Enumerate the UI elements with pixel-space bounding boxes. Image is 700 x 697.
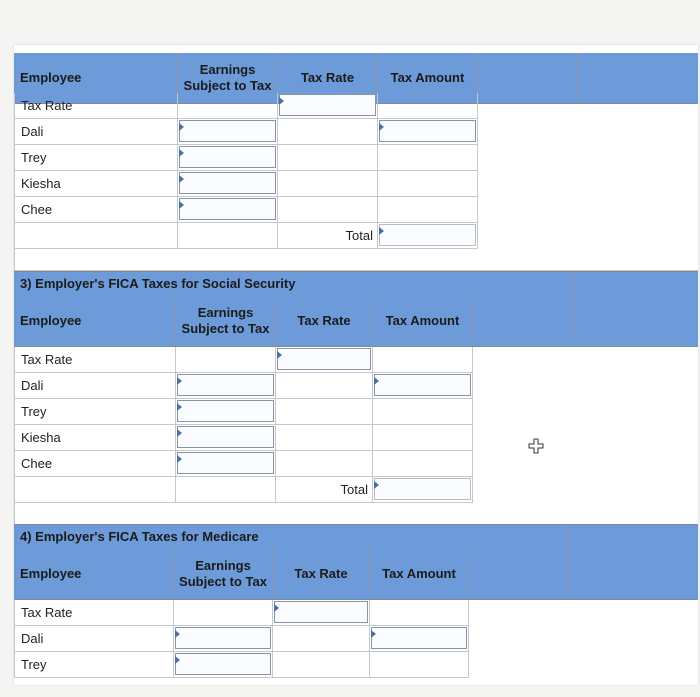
earnings-input[interactable]: [179, 120, 276, 142]
row-label: Dali: [14, 373, 176, 399]
table-row: [14, 600, 698, 626]
earnings-input[interactable]: [179, 198, 276, 220]
total-amount-cell[interactable]: [373, 477, 473, 503]
section-title-bar: [14, 271, 698, 297]
table-row: [14, 399, 698, 425]
total-label: Total: [278, 223, 378, 249]
header-tax-amount: Tax Amount: [373, 296, 473, 346]
tax-amount-cell: [378, 93, 478, 119]
earnings-cell: [174, 600, 273, 626]
total-row: [14, 223, 698, 249]
earnings-cell[interactable]: [174, 652, 273, 678]
header-blank-1: [473, 296, 572, 346]
total-amount-cell[interactable]: [378, 223, 478, 249]
tax-amount-input[interactable]: [374, 374, 471, 396]
tax-amount-cell: [373, 399, 473, 425]
tax-amount-cell: [378, 171, 478, 197]
table-row: [14, 425, 698, 451]
header-tax-rate: Tax Rate: [276, 296, 373, 346]
tax-amount-cell: [378, 197, 478, 223]
table-row: [14, 119, 698, 145]
title-divider: [571, 272, 572, 296]
section-title-bar: [14, 524, 698, 550]
row-label: Kiesha: [14, 171, 178, 197]
earnings-cell[interactable]: [174, 626, 273, 652]
row-label: Trey: [14, 399, 176, 425]
earnings-cell[interactable]: [176, 399, 276, 425]
header-employee: Employee: [14, 549, 174, 599]
table-row: [14, 451, 698, 477]
tax-amount-input[interactable]: [379, 120, 476, 142]
total-row: [14, 477, 698, 503]
earnings-cell[interactable]: [178, 197, 278, 223]
earnings-input[interactable]: [179, 146, 276, 168]
row-label: Trey: [14, 652, 174, 678]
tax-amount-cell[interactable]: [378, 119, 478, 145]
earnings-cell: [176, 347, 276, 373]
header-blank-2: [568, 549, 698, 599]
earnings-cell[interactable]: [178, 119, 278, 145]
header-earnings: Earnings Subject to Tax: [176, 296, 276, 346]
tax-amount-cell[interactable]: [370, 626, 469, 652]
total-blank: [14, 223, 178, 249]
cursor-crosshair-icon: [528, 438, 544, 454]
table-row: [14, 93, 698, 119]
title-divider: [567, 525, 568, 549]
row-label: Chee: [14, 197, 178, 223]
earnings-input[interactable]: [179, 172, 276, 194]
earnings-cell[interactable]: [176, 451, 276, 477]
earnings-cell[interactable]: [176, 425, 276, 451]
section-title: 4) Employer's FICA Taxes for Medicare: [20, 529, 259, 544]
section-title: 3) Employer's FICA Taxes for Social Security: [20, 276, 296, 291]
tax-rate-cell: [278, 119, 378, 145]
total-label: Total: [276, 477, 373, 503]
total-earnings-blank: [178, 223, 278, 249]
tax-rate-cell: [276, 425, 373, 451]
table-header: [14, 549, 698, 600]
earnings-input[interactable]: [177, 374, 274, 396]
header-blank-2: [572, 296, 698, 346]
header-employee: Employee: [14, 53, 178, 103]
earnings-input[interactable]: [177, 426, 274, 448]
total-blank: [14, 477, 176, 503]
table-row: [14, 652, 698, 678]
tax-amount-cell: [373, 451, 473, 477]
tax-amount-input[interactable]: [371, 627, 467, 649]
earnings-input[interactable]: [177, 400, 274, 422]
tax-rate-input[interactable]: [274, 601, 368, 623]
tax-amount-cell[interactable]: [373, 373, 473, 399]
earnings-cell[interactable]: [176, 373, 276, 399]
row-label: Tax Rate: [14, 600, 174, 626]
tax-amount-cell: [370, 600, 469, 626]
tax-rate-cell: [276, 373, 373, 399]
row-label: Chee: [14, 451, 176, 477]
tax-rate-cell[interactable]: [278, 93, 378, 119]
total-earnings-blank: [176, 477, 276, 503]
header-tax-rate: Tax Rate: [278, 53, 378, 103]
header-tax-amount: Tax Amount: [370, 549, 469, 599]
tax-rate-input[interactable]: [279, 94, 376, 116]
earnings-cell: [178, 93, 278, 119]
tax-rate-cell[interactable]: [276, 347, 373, 373]
earnings-input[interactable]: [175, 627, 271, 649]
earnings-cell[interactable]: [178, 171, 278, 197]
tax-rate-cell: [276, 451, 373, 477]
tax-amount-cell: [370, 652, 469, 678]
row-label: Tax Rate: [14, 93, 178, 119]
table-row: [14, 145, 698, 171]
spacer-row: [14, 249, 698, 271]
spacer-row: [14, 503, 698, 525]
table-header: [14, 296, 698, 347]
header-earnings: Earnings Subject to Tax: [178, 53, 278, 103]
tax-amount-cell: [373, 425, 473, 451]
tax-amount-cell: [378, 145, 478, 171]
row-label: Dali: [14, 119, 178, 145]
header-tax-amount: Tax Amount: [378, 53, 478, 103]
table-row: [14, 626, 698, 652]
tax-rate-input[interactable]: [277, 348, 371, 370]
header-employee: Employee: [14, 296, 176, 346]
tax-amount-cell: [373, 347, 473, 373]
row-label: Kiesha: [14, 425, 176, 451]
tax-rate-cell: [273, 652, 370, 678]
tax-rate-cell: [273, 626, 370, 652]
header-blank-1: [469, 549, 568, 599]
tax-rate-cell[interactable]: [273, 600, 370, 626]
tax-rate-cell: [278, 197, 378, 223]
worksheet: [14, 45, 698, 685]
tax-rate-cell: [278, 145, 378, 171]
row-label: Dali: [14, 626, 174, 652]
total-amount-input[interactable]: [379, 224, 476, 246]
earnings-input[interactable]: [175, 653, 271, 675]
table-row: [14, 197, 698, 223]
total-amount-input[interactable]: [374, 478, 471, 500]
row-label: Tax Rate: [14, 347, 176, 373]
row-label: Trey: [14, 145, 178, 171]
tax-rate-cell: [278, 171, 378, 197]
tax-rate-cell: [276, 399, 373, 425]
earnings-cell[interactable]: [178, 145, 278, 171]
header-tax-rate: Tax Rate: [273, 549, 370, 599]
table-row: [14, 373, 698, 399]
header-earnings: Earnings Subject to Tax: [174, 549, 273, 599]
table-row: [14, 171, 698, 197]
table-row: [14, 347, 698, 373]
earnings-input[interactable]: [177, 452, 274, 474]
